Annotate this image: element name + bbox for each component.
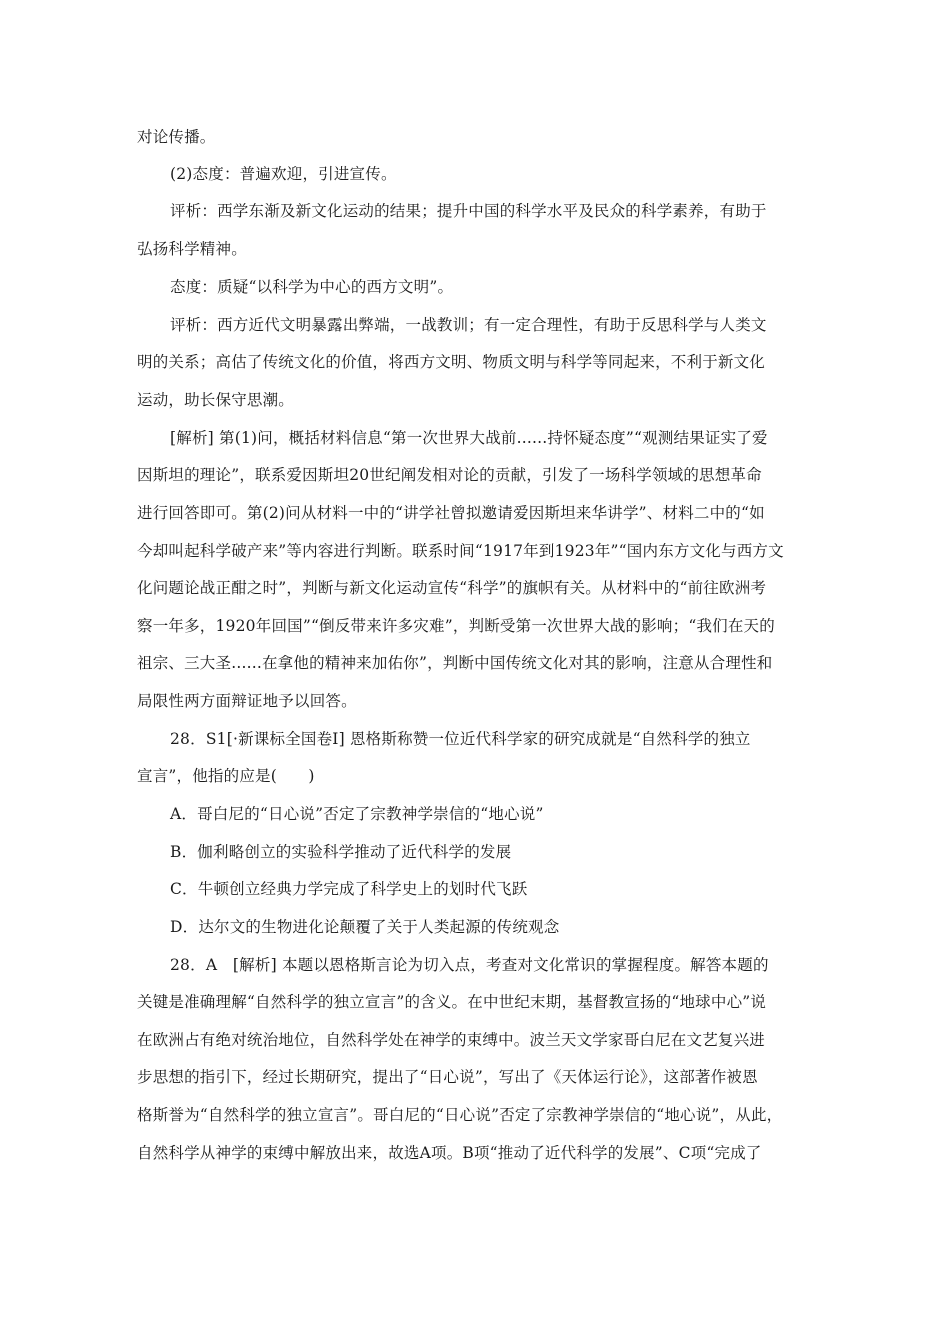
text-line: (2)态度：普遍欢迎，引进宣传。 — [170, 165, 397, 183]
text-line: 祖宗、三大圣......在拿他的精神来加佑你”，判断中国传统文化对其的影响，注意从合理性和 — [137, 654, 773, 672]
answer-analysis: 步思想的指引下，经过长期研究，提出了“日心说”，写出了《天体运行论》，这部著作被恩 — [137, 1068, 758, 1086]
answer-analysis: 格斯誉为“自然科学的独立宣言”。哥白尼的“日心说”否定了宗教神学崇信的“地心说”，从此， — [137, 1106, 783, 1124]
text-line: 评析：西学东渐及新文化运动的结果；提升中国的科学水平及民众的科学素养，有助于 — [170, 202, 767, 220]
answer-analysis: 关键是准确理解“自然科学的独立宣言”的含义。在中世纪末期，基督教宣扬的“地球中心”说 — [137, 993, 767, 1011]
text-line: 弘扬科学精神。 — [137, 240, 247, 258]
option-a: A．哥白尼的“日心说”否定了宗教神学崇信的“地心说” — [170, 805, 544, 823]
text-line: 对论传播。 — [137, 128, 216, 146]
text-line: 今却叫起科学破产来”等内容进行判断。联系时间“1917年到1923年”“国内东方文化与西方文 — [137, 542, 784, 560]
answer-analysis: 28．A [解析] 本题以恩格斯言论为切入点，考查对文化常识的掌握程度。解答本题的 — [170, 956, 769, 974]
option-b: B．伽利略创立的实验科学推动了近代科学的发展 — [170, 843, 512, 861]
text-line: 察一年多，1920年回国”“倒反带来许多灾难”，判断受第一次世界大战的影响；“我们在天的 — [137, 617, 775, 635]
text-line: 运动，助长保守思潮。 — [137, 391, 295, 409]
question-stem: 28．S1[·新课标全国卷Ⅰ] 恩格斯称赞一位近代科学家的研究成就是“自然科学的独立 — [170, 730, 751, 748]
text-line: 明的关系；高估了传统文化的价值，将西方文明、物质文明与科学等同起来，不利于新文化 — [137, 353, 766, 371]
text-line: 因斯坦的理论”，联系爱因斯坦20世纪阐发相对论的贡献，引发了一场科学领域的思想革命 — [137, 466, 762, 484]
answer-analysis: 自然科学从神学的束缚中解放出来，故选A项。B项“推动了近代科学的发展”、C项“完成了 — [137, 1144, 762, 1162]
text-line: 化问题论战正酣之时”，判断与新文化运动宣传“科学”的旗帜有关。从材料中的“前往欧洲考 — [137, 579, 767, 597]
option-c: C．牛顿创立经典力学完成了科学史上的划时代飞跃 — [170, 880, 528, 898]
text-line: 进行回答即可。第(2)问从材料一中的“讲学社曾拟邀请爱因斯坦来华讲学”、材料二中的“如 — [137, 504, 765, 522]
text-line: 评析：西方近代文明暴露出弊端，一战教训；有一定合理性，有助于反思科学与人类文 — [170, 316, 767, 334]
text-line: [解析] 第(1)问，概括材料信息“第一次世界大战前......持怀疑态度”“观测结果证实了爱 — [170, 429, 768, 447]
text-line: 态度：质疑“以科学为中心的西方文明”。 — [170, 278, 454, 296]
text-line: 局限性两方面辩证地予以回答。 — [137, 692, 357, 710]
answer-analysis: 在欧洲占有绝对统治地位，自然科学处在神学的束缚中。波兰天文学家哥白尼在文艺复兴进 — [137, 1031, 766, 1049]
question-stem: 宣言”，他指的应是( ) — [137, 767, 315, 785]
option-d: D．达尔文的生物进化论颠覆了关于人类起源的传统观念 — [170, 918, 560, 936]
